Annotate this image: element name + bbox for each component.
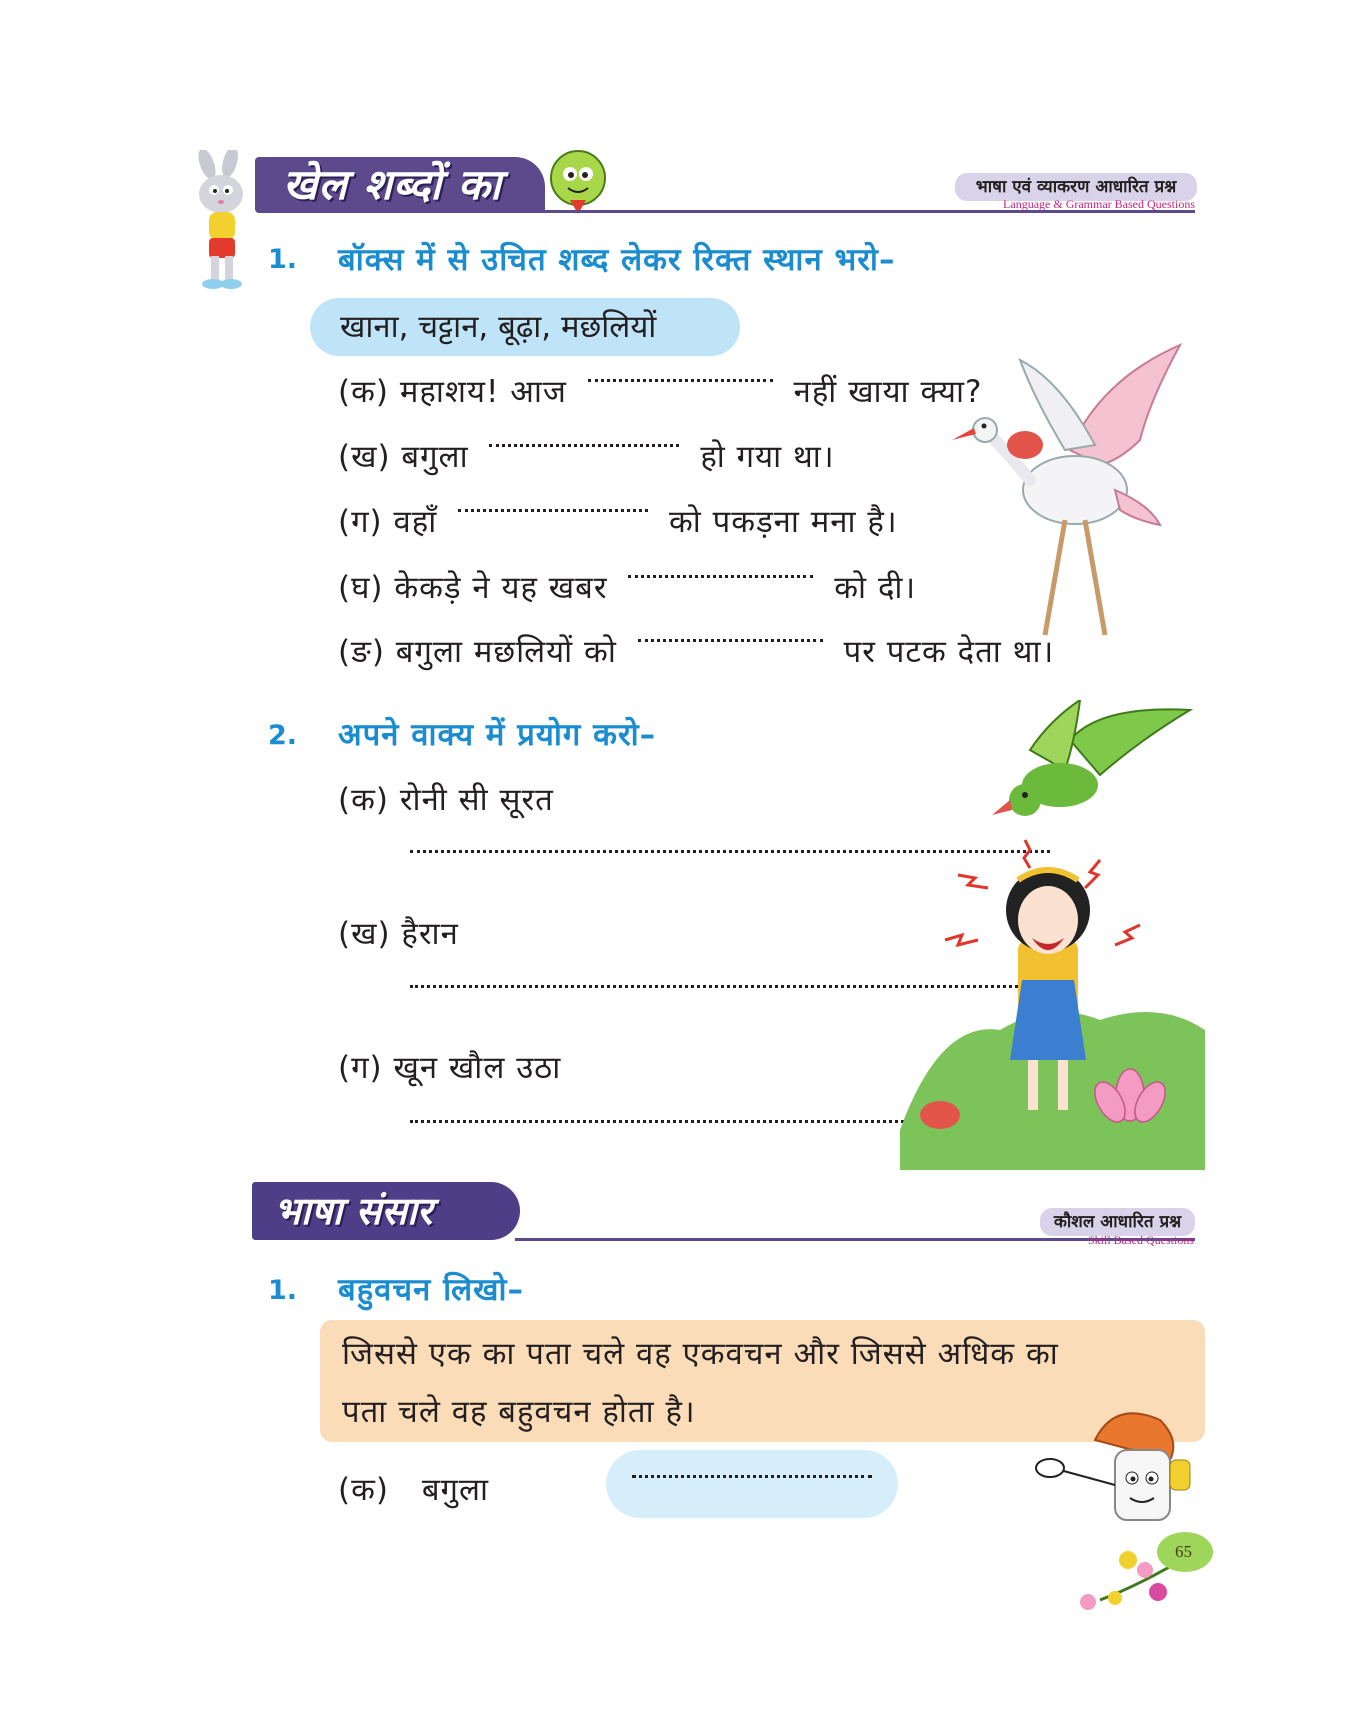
item-label: (ग): [338, 504, 383, 540]
item-text: को पकड़ना मना है।: [668, 504, 898, 540]
item-label: (क): [338, 782, 389, 818]
rabbit-illustration: [185, 150, 265, 295]
answer-line[interactable]: [632, 1475, 872, 1478]
question-type-tag-english: Skill Based Questions: [1087, 1233, 1194, 1247]
item-text: केकड़े ने यह खबर: [394, 570, 608, 606]
item-label: (घ): [338, 570, 384, 606]
item-text: पर पटक देता था।: [843, 634, 1055, 670]
answer-blank[interactable]: [628, 569, 813, 578]
item-label: (ङ): [338, 634, 385, 670]
item-text: वहाँ: [393, 504, 438, 540]
page-number: 65: [1175, 1542, 1192, 1561]
question-type-tag-english: Language & Grammar Based Questions: [1003, 197, 1195, 211]
sentence-item: [338, 778, 554, 820]
answer-input-pill[interactable]: [606, 1450, 898, 1518]
answer-blank[interactable]: [489, 438, 679, 447]
parrot-and-girl-illustration: [900, 700, 1205, 1170]
fill-blank-item: [338, 370, 983, 412]
item-label: (ग): [338, 1050, 383, 1086]
note-line: जिससे एक का पता चले वह एकवचन और जिससे अधिक का: [342, 1336, 1059, 1372]
word-box: खाना, चट्टान, बूढ़ा, मछलियों: [310, 298, 740, 356]
note-line: पता चले वह बहुवचन होता है।: [342, 1394, 696, 1430]
pointing-pencil-mascot-illustration: [1020, 1400, 1200, 1530]
item-text: रोनी सी सूरत: [399, 782, 554, 818]
plural-item: [338, 1468, 489, 1510]
fill-blank-item: [338, 630, 1054, 672]
item-text: महाशय! आज: [399, 374, 567, 410]
question-text: अपने वाक्य में प्रयोग करो–: [338, 717, 657, 753]
fill-blank-item: [338, 500, 898, 542]
flower-decoration: [1070, 1530, 1215, 1615]
section-title-khel-shabdon-ka: खेल शब्दों का: [255, 157, 545, 213]
question-text: बहुवचन लिखो–: [338, 1272, 525, 1308]
item-label: (ख): [338, 439, 391, 475]
question-number: 1.: [268, 244, 298, 275]
question-type-tag: भाषा एवं व्याकरण आधारित प्रश्न: [955, 173, 1197, 201]
crane-with-crab-illustration: [950, 340, 1190, 640]
item-text: बगुला: [421, 1472, 490, 1508]
question-number: 1.: [268, 1275, 298, 1306]
item-label: (क): [338, 1472, 389, 1508]
section-title-bhasha-sansar: भाषा संसार: [252, 1182, 520, 1240]
item-text: बगुला मछलियों को: [395, 634, 617, 670]
item-text: नहीं खाया क्या?: [793, 374, 983, 410]
question-number: 2.: [268, 720, 298, 751]
answer-blank[interactable]: [588, 373, 773, 382]
sentence-item: [338, 912, 459, 954]
answer-blank[interactable]: [638, 633, 823, 642]
item-text: को दी।: [834, 570, 917, 606]
item-label: (क): [338, 374, 389, 410]
question-type-tag: कौशल आधारित प्रश्न: [1040, 1208, 1195, 1236]
answer-blank[interactable]: [458, 503, 648, 512]
item-text: खून खौल उठा: [393, 1050, 562, 1086]
item-text: हो गया था।: [700, 439, 835, 475]
fill-blank-item: [338, 435, 835, 477]
sentence-item: [338, 1046, 561, 1088]
item-text: हैरान: [401, 916, 459, 952]
fill-blank-item: [338, 566, 916, 608]
pencil-mascot-icon: [548, 148, 610, 216]
answer-line[interactable]: [410, 1120, 940, 1123]
item-label: (ख): [338, 916, 391, 952]
item-text: बगुला: [401, 439, 469, 475]
question-text: बॉक्स में से उचित शब्द लेकर रिक्त स्थान भरो–: [338, 242, 896, 278]
